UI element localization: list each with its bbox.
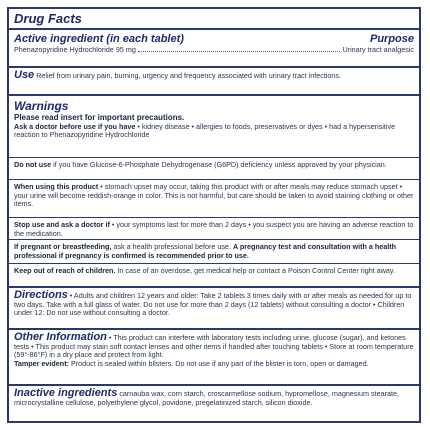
directions-text: Adults and children 12 years and older: Take 2 tablets 3 times daily with or after meals as needed for up to two days. Take with a full glass of water. Do not use for more than 2 days (12 tablets) without consulting a doctor • Children under 12: Do not use without consulting a doctor. bbox=[14, 291, 412, 318]
stop-use-label: Stop use and ask a doctor if bbox=[14, 220, 110, 229]
tamper-evident-text: Product is sealed within blisters. Do not use if any part of the blister is torn, open or damaged. bbox=[70, 358, 369, 368]
when-using-label: When using this product bbox=[14, 182, 99, 191]
tamper-evident-label: Tamper evident: bbox=[14, 358, 69, 368]
when-using-section: When using this product • stomach upset may occur, taking this product with or after meals may reduce stomach upset • your urine will become reddish-orange in color. This is not harmful, but care should be taken to avoid staining clothing or other items. bbox=[9, 180, 419, 218]
use-heading: Use bbox=[14, 69, 35, 81]
directions-section: Directions • Adults and children 12 years and older: Take 2 tablets 3 times daily with or after meals as needed for up to two days. Take with a full glass of water. Do not use for more than 2 days (12 tablets) without consulting a doctor • Children under 12: Do not use without consulting a doctor. bbox=[9, 288, 419, 330]
keep-out-label: Keep out of reach of children. bbox=[14, 266, 116, 275]
active-ingredient-name: Phenazopyridine Hydrochloride 95 mg bbox=[14, 45, 136, 54]
ask-doctor-warning: Ask a doctor before use if you have • kidney disease • allergies to foods, preservatives or dyes • had a hypersensitive reaction to Phenazopyridine Hydrochloride bbox=[14, 121, 396, 140]
active-ingredient-section bbox=[9, 30, 419, 68]
drug-facts-title: Drug Facts bbox=[14, 11, 82, 26]
active-ingredient-heading: Active ingredient (in each tablet) bbox=[14, 33, 184, 45]
pregnancy-section bbox=[9, 240, 419, 264]
active-heading-row bbox=[14, 33, 414, 45]
active-ingredient-row bbox=[14, 46, 414, 55]
pregnancy-text: ask a health professional before use. bbox=[113, 242, 231, 251]
keep-out-text: In case of an overdose, get medical help or contact a Poison Control Center right away. bbox=[117, 266, 395, 275]
use-text: Relief from urinary pain, burning, urgency and frequency associated with urinary tract infections. bbox=[36, 71, 342, 80]
do-not-use-text: if you have Glucose-6-Phosphate Dehydrogenase (G6PD) deficiency unless approved by your physician. bbox=[53, 160, 387, 169]
do-not-use-label: Do not use bbox=[14, 160, 52, 169]
other-information-heading: Other Information bbox=[14, 331, 107, 343]
directions-heading: Directions bbox=[14, 289, 68, 301]
inactive-ingredients-section bbox=[9, 386, 419, 410]
active-ingredient-purpose: Urinary tract analgesic bbox=[342, 45, 414, 54]
leader-dots bbox=[138, 51, 341, 52]
stop-use-text: your symptoms last for more than 2 days • you suspect you are having an adverse reaction to the medication. bbox=[14, 220, 414, 238]
inactive-ingredients-text: carnauba wax, corn starch, croscarmellose sodium, hypromellose, magnesium stearate, microcrystalline cellulose, polyethylene glycol, povidone, pregelatinized starch, silicon dioxide. bbox=[14, 389, 399, 407]
warnings-heading: Warnings bbox=[14, 99, 69, 113]
drug-facts-title-bar bbox=[9, 9, 419, 30]
keep-out-section bbox=[9, 264, 419, 288]
warnings-header-section bbox=[9, 96, 419, 158]
pregnancy-label: If pregnant or breastfeeding, bbox=[14, 242, 112, 251]
when-using-text: stomach upset may occur, taking this product with or after meals may reduce stomach upset • your urine will become reddish-orange in color. This is not harmful, but care should be taken to avoid staining clothing or other items. bbox=[14, 182, 414, 209]
stop-use-section: Stop use and ask a doctor if • your symptoms last for more than 2 days • you suspect you are having an adverse reaction to the medication. bbox=[9, 218, 419, 240]
insert-notice: Please read insert for important precautions. bbox=[14, 113, 185, 122]
drug-facts-panel bbox=[7, 7, 421, 423]
purpose-heading: Purpose bbox=[369, 33, 414, 45]
inactive-ingredients-heading: Inactive ingredients bbox=[14, 387, 118, 399]
pregnancy-bold-text: A pregnancy test and consultation with a health professional if pregnancy is confirmed is recommended prior to use. bbox=[14, 242, 397, 260]
do-not-use-section bbox=[9, 158, 419, 180]
other-information-section: Other Information • This product can interfere with laboratory tests including urine, glucose (sugar), and ketones tests • This product may stain soft contact lenses and other items if handled after touching tablets • Store at room temperature (59°-86°F) in a dry place and protect from light. Tamper evident: Product is sealed within blisters. Do not use if any part of the blister is torn, open or damaged. bbox=[9, 330, 419, 386]
other-information-text: This product can interfere with laboratory tests including urine, glucose (sugar), and ketones tests • This product may stain soft contact lenses and other items if handled after touching tablets • Store at room temperature (59°-86°F) in a dry place and protect from light. bbox=[14, 333, 414, 360]
use-section bbox=[9, 68, 419, 96]
